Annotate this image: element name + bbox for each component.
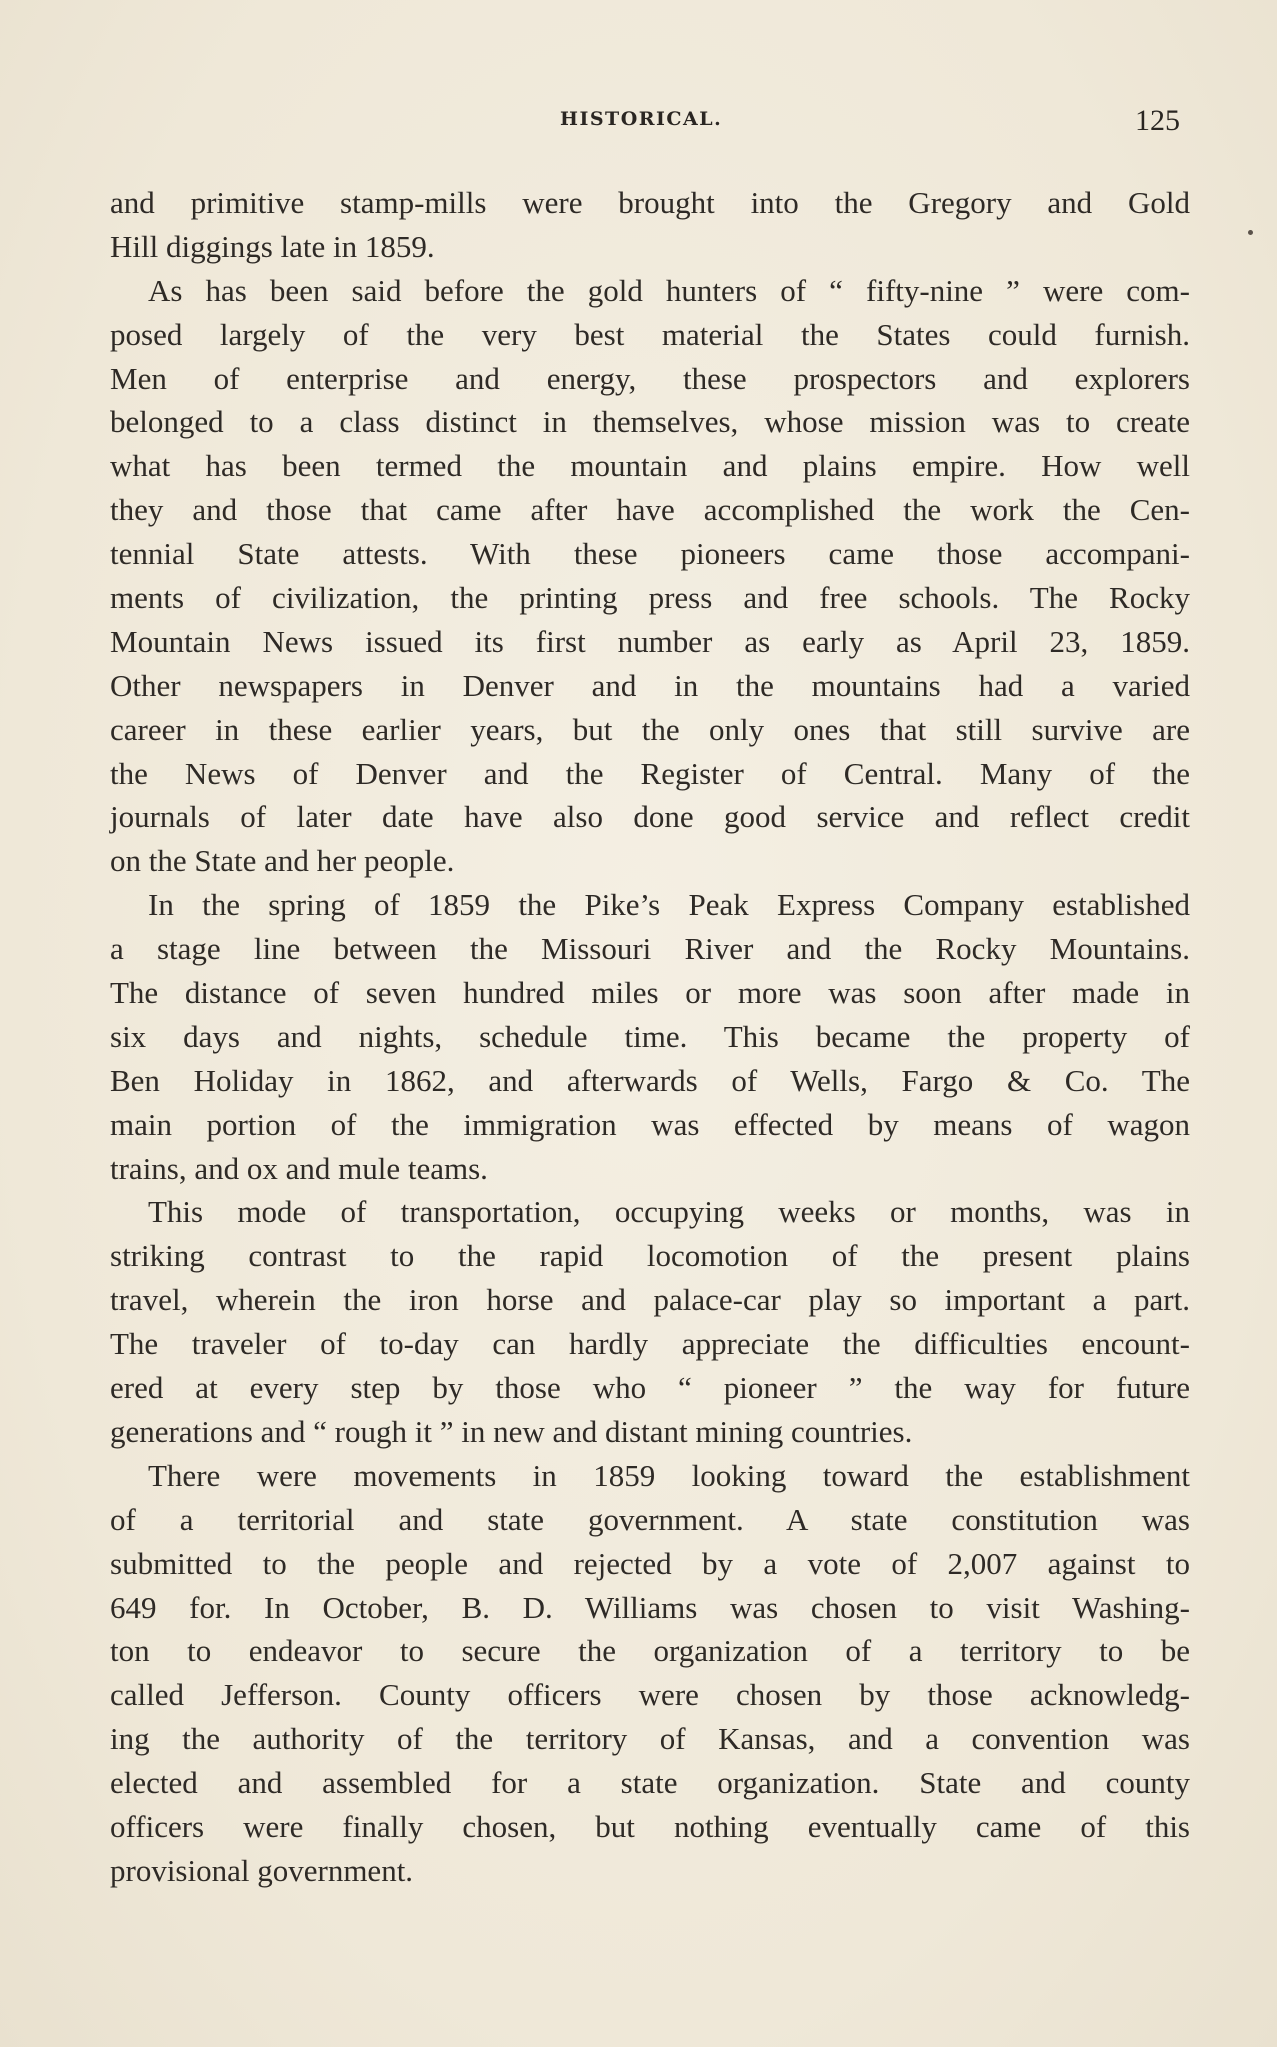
text-line: Other newspapers in Denver and in the mountains had a varied (110, 667, 1190, 703)
text-line: ing the authority of the territory of Kansas, and a convention was (110, 1721, 1190, 1757)
text-line: main portion of the immigration was effected by means of wagon (110, 1106, 1190, 1142)
text-line: provisional government. (110, 1852, 414, 1888)
text-line: Mountain News issued its first number as early as April 23, 1859. (110, 623, 1190, 659)
running-header (0, 104, 1277, 138)
text-line: striking contrast to the rapid locomotion of the present plains (110, 1238, 1190, 1274)
text-line: journals of later date have also done good service and reflect credit (110, 799, 1190, 835)
text-line: ments of civilization, the printing press and free schools. The Rocky (110, 580, 1190, 616)
header-title: HISTORICAL. (560, 108, 723, 130)
text-line: ton to endeavor to secure the organization of a territory to be (110, 1633, 1190, 1669)
text-line: tennial State attests. With these pioneers came those accompani- (110, 536, 1190, 572)
text-line: submitted to the people and rejected by a vote of 2,007 against to (110, 1545, 1190, 1581)
text-line: elected and assembled for a state organization. State and county (110, 1765, 1190, 1801)
text-line: 649 for. In October, B. D. Williams was chosen to visit Washing- (110, 1589, 1190, 1625)
text-line: six days and nights, schedule time. This became the property of (110, 1018, 1190, 1054)
text-line: posed largely of the very best material the States could furnish. (110, 316, 1190, 352)
text-line: what has been termed the mountain and plains empire. How well (110, 448, 1190, 484)
text-line: a stage line between the Missouri River and the Rocky Mountains. (110, 931, 1190, 967)
text-line: officers were finally chosen, but nothing eventually came of this (110, 1808, 1190, 1844)
text-line: trains, and ox and mule teams. (110, 1150, 488, 1186)
text-line: This mode of transportation, occupying weeks or months, was in (148, 1194, 1190, 1230)
text-line: Men of enterprise and energy, these prospectors and explorers (110, 360, 1190, 396)
text-line: travel, wherein the iron horse and palace-car play so important a part. (110, 1282, 1190, 1318)
text-line: of a territorial and state government. A state constitution was (110, 1501, 1190, 1537)
text-line: The distance of seven hundred miles or more was soon after made in (110, 975, 1190, 1011)
text-line: called Jefferson. County officers were chosen by those acknowledg- (110, 1677, 1190, 1713)
text-line: The traveler of to-day can hardly appreciate the difficulties encount- (110, 1326, 1190, 1362)
text-line: Hill diggings late in 1859. (110, 228, 435, 264)
text-line: ered at every step by those who “ pioneer ” the way for future (110, 1370, 1190, 1406)
text-line: and primitive stamp-mills were brought into the Gregory and Gold (110, 185, 1190, 220)
text-line: on the State and her people. (110, 843, 455, 879)
text-line: the News of Denver and the Register of Central. Many of the (110, 755, 1190, 791)
text-line: In the spring of 1859 the Pike’s Peak Express Company established (148, 887, 1190, 923)
text-line: As has been said before the gold hunters of “ fifty-nine ” were com- (148, 272, 1190, 308)
page-number: 125 (1135, 104, 1180, 137)
text-line: generations and “ rough it ” in new and distant mining countries. (110, 1413, 913, 1449)
text-line: belonged to a class distinct in themselves, whose mission was to create (110, 404, 1190, 440)
text-line: There were movements in 1859 looking toward the establishment (148, 1457, 1190, 1493)
text-line: Ben Holiday in 1862, and afterwards of Wells, Fargo & Co. The (110, 1062, 1190, 1098)
margin-dot-mark (1248, 230, 1253, 235)
text-line: they and those that came after have accomplished the work the Cen- (110, 492, 1190, 528)
text-line: career in these earlier years, but the only ones that still survive are (110, 711, 1190, 747)
body-text (110, 181, 1190, 1893)
